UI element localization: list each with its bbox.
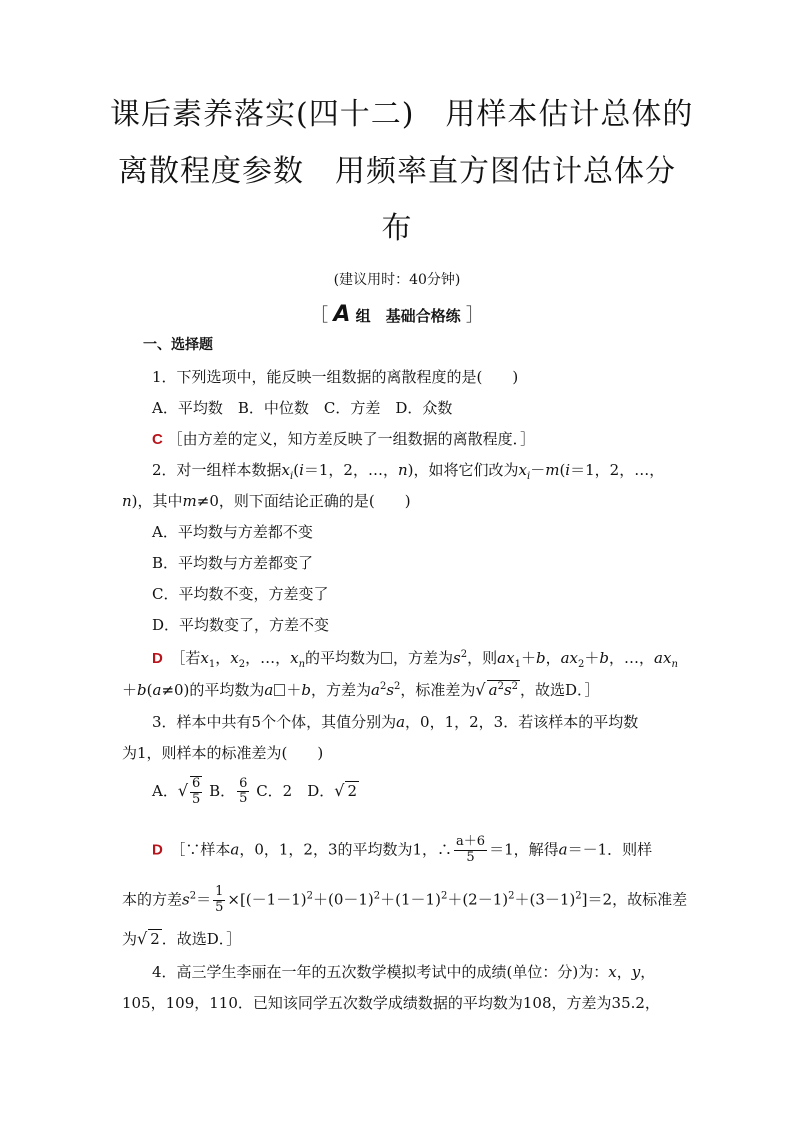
q2-exp-text: ＋ bbox=[286, 681, 302, 699]
q3-sup: 2 bbox=[575, 890, 582, 902]
q2-stem-line2 bbox=[122, 492, 411, 510]
q2-sub: 1 bbox=[208, 659, 216, 670]
q2-option-b: B．平均数与方差都变了 bbox=[152, 554, 314, 572]
q2-var: x bbox=[569, 649, 578, 667]
q2-text: )，其中 bbox=[131, 492, 183, 510]
q3-sup: 2 bbox=[189, 890, 197, 902]
time-hint: (建议用时：40分钟) bbox=[333, 272, 461, 288]
q3-text: 3．样本中共有5个个体，其值分别为 bbox=[152, 713, 397, 731]
title-line-1: 课后素养落实(四十二) 用样本估计总体的 bbox=[110, 97, 694, 132]
q3-exp-text: ＋(3－1) bbox=[514, 890, 576, 909]
q2-exp-text: ＋ bbox=[520, 649, 536, 667]
q2-var: x bbox=[662, 649, 672, 667]
q2-sup: 2 bbox=[511, 681, 519, 692]
q2-var: s bbox=[453, 649, 461, 667]
mean-x-icon bbox=[274, 684, 285, 696]
q2-answer-line1: D ［若$x_1$，$x_2$，…，$x_n$的平均数为 ，方差为$s^2$，则$ax_1+b$，$ax_2+b$，…，$ax_n$ bbox=[152, 649, 678, 670]
mean-x-icon bbox=[381, 652, 392, 664]
group-bracket-close: ］ bbox=[465, 305, 484, 326]
q2-exp-text: ，方差为 bbox=[393, 649, 454, 667]
q3-exp-text: ＋(1－1) bbox=[380, 890, 441, 909]
title-line-3: 布 bbox=[381, 211, 413, 246]
group-label: 组 基础合格练 bbox=[355, 307, 461, 325]
q2-var: a bbox=[264, 681, 274, 699]
q3-exp-frac bbox=[213, 885, 225, 916]
q2-var: x bbox=[518, 461, 527, 479]
q2-var: x bbox=[281, 461, 291, 479]
q3-sup: 2 bbox=[306, 890, 313, 902]
q2-exp-text: ，…， bbox=[245, 649, 291, 667]
q2-sub: i bbox=[290, 471, 294, 482]
q2-sup: 2 bbox=[497, 681, 504, 692]
frac-den: 5 bbox=[466, 849, 475, 865]
q3-sup: 2 bbox=[373, 890, 381, 902]
q2-var: i bbox=[299, 461, 304, 479]
q2-exp-text: ，则 bbox=[467, 649, 498, 667]
q3-stem-line2: 为1，则样本的标准差为( ) bbox=[122, 744, 324, 762]
q2-option-c: C．平均数不变，方差变了 bbox=[152, 585, 329, 603]
sqrt-icon: √ bbox=[177, 780, 189, 800]
q3-exp-text: ［∵样本 bbox=[177, 840, 231, 859]
q3-exp-text: ×[(－1－1) bbox=[227, 890, 307, 909]
q2-var: a bbox=[497, 649, 507, 667]
q2-var: a bbox=[488, 681, 498, 699]
q3-option-d-label: D． bbox=[307, 781, 335, 800]
q3-var: s bbox=[182, 890, 190, 909]
q3-stem-line1 bbox=[152, 713, 638, 731]
q4-text: ， bbox=[616, 963, 632, 981]
q2-exp-text: ， bbox=[545, 649, 561, 667]
q2-exp-text: ， bbox=[215, 649, 231, 667]
q2-answer: D bbox=[152, 650, 163, 667]
q2-var: m bbox=[182, 492, 197, 510]
q1-explain: ［由方差的定义，知方差反映了一组数据的离散程度．］ bbox=[167, 430, 536, 448]
q3-exp-text: ＝ bbox=[196, 890, 212, 909]
q3-text: ，0，1，2，3．若该样本的平均数 bbox=[405, 713, 639, 731]
q3-exp-frac bbox=[454, 835, 487, 866]
q2-var: b bbox=[535, 649, 546, 667]
title-line-2: 离散程度参数 用频率直方图估计总体分 bbox=[118, 154, 676, 189]
q2-answer-line2: ＋b(a≠0)的平均数为a ＋b，方差为$a^2s^2$，标准差为√ $a^2s^2$ ，故选D．］ bbox=[122, 680, 600, 699]
q3-exp-text: ]＝2，故标准差 bbox=[581, 890, 688, 909]
sqrt-icon: √ bbox=[334, 780, 345, 800]
sqrt-icon: √ bbox=[137, 929, 148, 948]
frac-num: 6 bbox=[192, 776, 201, 791]
q3-exp-text: ＝1，解得 bbox=[489, 840, 559, 859]
q2-var: b bbox=[137, 681, 147, 699]
q2-sub: 2 bbox=[578, 659, 585, 670]
q3-option-b-label: B． bbox=[209, 781, 236, 800]
group-bracket-open: ［ bbox=[310, 305, 329, 326]
frac-den: 5 bbox=[239, 791, 248, 807]
q2-text: － bbox=[530, 461, 546, 479]
sqrt-radicand bbox=[487, 680, 520, 699]
q2-text: ( bbox=[559, 461, 566, 479]
q2-option-a: A．平均数与方差都不变 bbox=[152, 523, 313, 541]
q2-exp-text: ［若 bbox=[177, 649, 201, 667]
q2-text: ( bbox=[293, 461, 300, 479]
frac-num: a＋6 bbox=[456, 834, 486, 849]
sqrt-radicand: 2 bbox=[150, 930, 160, 948]
q2-var: n bbox=[122, 492, 132, 510]
q1-answer-line bbox=[152, 430, 535, 449]
q2-exp-text: ≠0)的平均数为 bbox=[161, 681, 265, 699]
q2-sup: 2 bbox=[394, 681, 401, 692]
q2-text: ≠0，则下面结论正确的是( ) bbox=[196, 492, 411, 510]
q2-sup: 2 bbox=[460, 649, 468, 660]
frac-den: 5 bbox=[215, 899, 224, 915]
q2-text: )，如将它们改为 bbox=[407, 461, 519, 479]
q2-stem-line1 bbox=[152, 461, 664, 483]
q2-exp-text: ＋ bbox=[122, 681, 138, 699]
q3-var: a bbox=[396, 713, 406, 731]
q3-var: a bbox=[230, 840, 240, 859]
q2-text: ＝1，2，…， bbox=[570, 461, 665, 479]
q2-text: ＝1，2，…， bbox=[303, 461, 398, 479]
q3-answer-line3 bbox=[122, 929, 241, 948]
q2-var: a bbox=[371, 681, 380, 699]
q4-text: ， bbox=[640, 963, 656, 981]
q2-var: b bbox=[301, 681, 311, 699]
q3-sup: 2 bbox=[440, 890, 448, 902]
q2-sub: n bbox=[298, 659, 306, 670]
q2-var: m bbox=[545, 461, 560, 479]
q3-answer-line2 bbox=[122, 885, 687, 916]
q1-options: A．平均数 B．中位数 C．方差 D．众数 bbox=[152, 399, 453, 417]
q3-sup: 2 bbox=[508, 890, 515, 902]
q3-option-a-label: A． bbox=[152, 781, 178, 800]
q3-options bbox=[152, 776, 359, 808]
q2-var: x bbox=[290, 649, 299, 667]
q3-option-b-frac bbox=[237, 777, 249, 808]
q3-answer: D bbox=[152, 841, 163, 859]
q2-var: a bbox=[152, 681, 162, 699]
q3-exp-text: ，0，1，2，3的平均数为1，∴ bbox=[239, 840, 453, 859]
q2-sup: 2 bbox=[379, 681, 387, 692]
frac-num: 6 bbox=[239, 775, 248, 791]
section-heading: 一、选择题 bbox=[143, 337, 213, 353]
q3-answer-line1 bbox=[152, 835, 652, 866]
q2-var: s bbox=[503, 681, 512, 699]
q4-stem-line1 bbox=[152, 963, 655, 981]
q2-sub: 1 bbox=[514, 659, 521, 670]
frac-den: 5 bbox=[192, 791, 201, 807]
q3-option-c: C．2 bbox=[256, 781, 293, 800]
q3-option-d-val: 2 bbox=[347, 781, 358, 800]
q3-var: a bbox=[558, 840, 568, 859]
q2-sub: 2 bbox=[238, 659, 246, 670]
q2-var: s bbox=[386, 681, 395, 699]
q2-exp-text: ＋ bbox=[584, 649, 600, 667]
q4-var: y bbox=[631, 963, 641, 981]
group-letter: A bbox=[333, 302, 351, 327]
q2-var: x bbox=[200, 649, 209, 667]
q3-exp-text: ．故选D．］ bbox=[161, 930, 242, 948]
q3-exp-text: ＋(2－1) bbox=[447, 890, 509, 909]
q4-text: 4．高三学生李丽在一年的五次数学模拟考试中的成绩(单位：分)为： bbox=[152, 963, 609, 981]
q2-option-d: D．平均数变了，方差不变 bbox=[152, 616, 330, 634]
q4-stem-line2: 105，109，110．已知该同学五次数学成绩数据的平均数为108，方差为35.2， bbox=[122, 994, 660, 1012]
sqrt-icon: √ bbox=[475, 680, 486, 699]
q2-sub: n bbox=[671, 659, 678, 670]
q2-var: a bbox=[560, 649, 570, 667]
q2-var: x bbox=[506, 649, 515, 667]
q3-exp-text: ＝－1．则样 bbox=[567, 840, 653, 859]
q2-exp-text: ，…， bbox=[609, 649, 655, 667]
q3-exp-text: 为 bbox=[122, 930, 138, 948]
q2-text: 2．对一组样本数据 bbox=[152, 461, 282, 479]
q3-option-a-frac bbox=[190, 776, 202, 808]
q2-var: i bbox=[565, 461, 571, 479]
q2-var: a bbox=[654, 649, 663, 667]
q3-exp-text: 本的方差 bbox=[122, 890, 183, 909]
q4-var: x bbox=[608, 963, 617, 981]
q2-exp-text: ，故选D．］ bbox=[520, 681, 600, 699]
group-heading bbox=[0, 301, 794, 327]
q1-stem: 1．下列选项中，能反映一组数据的离散程度的是( ) bbox=[152, 368, 519, 386]
q3-exp-text: ＋(0－1) bbox=[312, 890, 374, 909]
q2-sub: i bbox=[526, 471, 531, 482]
frac-num: 1 bbox=[215, 884, 224, 899]
q2-exp-text: ，标准差为 bbox=[400, 681, 476, 699]
q2-exp-text: ，方差为 bbox=[310, 681, 371, 699]
q1-answer: C bbox=[152, 431, 163, 448]
q2-var: x bbox=[230, 649, 239, 667]
q2-var: n bbox=[397, 461, 408, 479]
q2-var: b bbox=[599, 649, 609, 667]
